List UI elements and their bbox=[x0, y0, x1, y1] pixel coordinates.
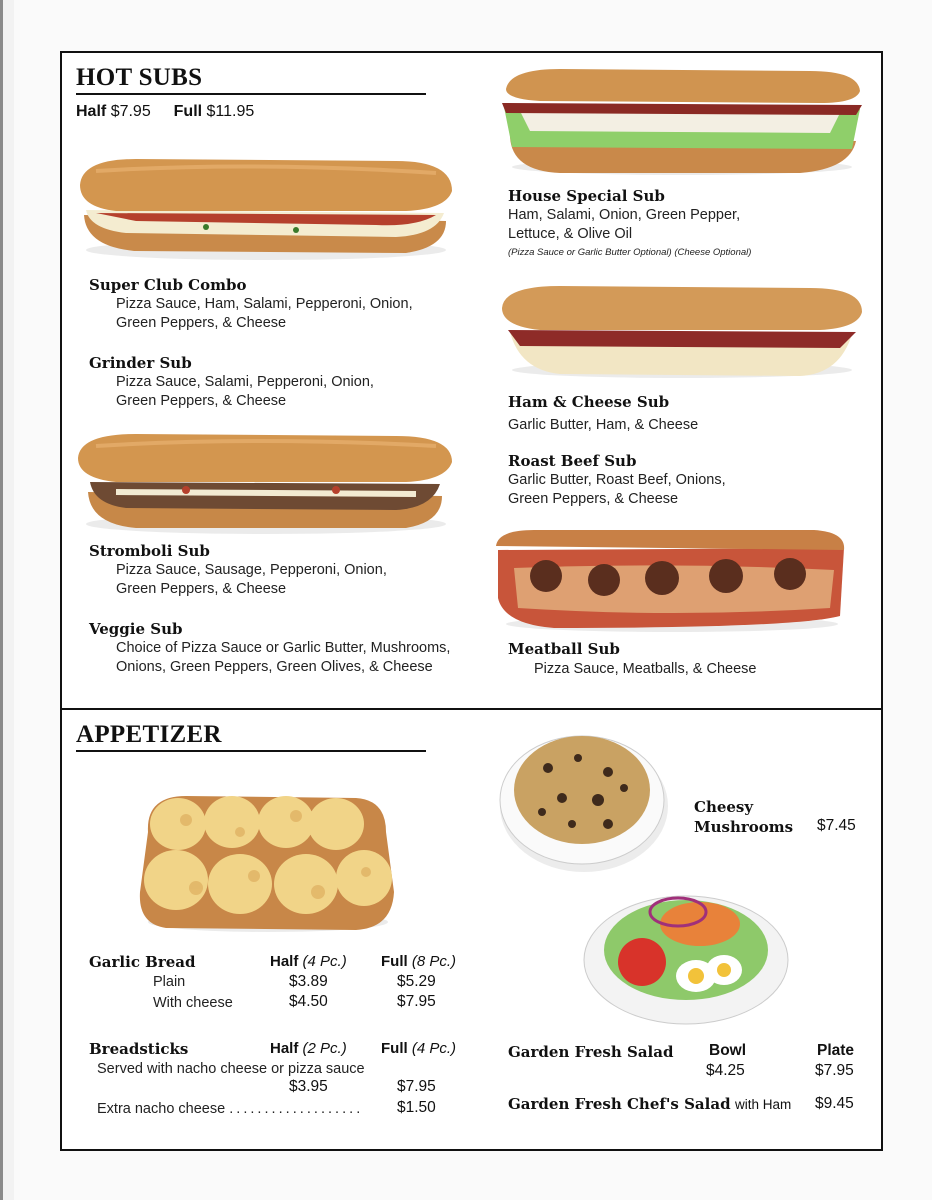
breadsticks-half-price: $3.95 bbox=[289, 1078, 328, 1095]
plate-price: $7.95 bbox=[815, 1062, 854, 1079]
cheesy-mushrooms-name-2: Mushrooms bbox=[694, 818, 794, 836]
garlic-bread-cheese-label: With cheese bbox=[153, 995, 233, 1011]
chef-salad-line bbox=[508, 1095, 791, 1114]
garden-salad-name: Garden Fresh Salad bbox=[508, 1043, 674, 1061]
plate-label: Plate bbox=[817, 1042, 855, 1059]
half-label: Half bbox=[270, 1040, 299, 1057]
desc-line: Garlic Butter, Roast Beef, Onions, bbox=[508, 472, 726, 488]
garlic-bread-image bbox=[136, 792, 398, 938]
breadsticks-half-header bbox=[270, 1040, 347, 1057]
desc-line: Onions, Green Peppers, Green Olives, & Cheese bbox=[116, 659, 433, 675]
ham-cheese-sub-name: Ham & Cheese Sub bbox=[508, 393, 670, 411]
chef-salad-name: Garden Fresh Chef's Salad bbox=[508, 1095, 731, 1113]
chef-salad-with: with Ham bbox=[735, 1097, 792, 1112]
stromboli-sub-desc bbox=[116, 561, 387, 599]
desc-line: Pizza Sauce, Ham, Salami, Pepperoni, Onion, bbox=[116, 296, 413, 312]
garden-salad-image bbox=[582, 884, 788, 1026]
meatball-sub-desc bbox=[534, 660, 756, 679]
leader-dots: . . . . . . . . . . . . . . . . . . . bbox=[229, 1101, 360, 1117]
full-count: (4 Pc.) bbox=[411, 1040, 457, 1057]
full-label: Full bbox=[381, 1040, 408, 1057]
meatball-sub-name: Meatball Sub bbox=[508, 640, 620, 658]
super-club-sub-image bbox=[76, 155, 454, 267]
garlic-bread-plain-full: $5.29 bbox=[397, 973, 436, 990]
cheesy-mushrooms-price: $7.45 bbox=[817, 817, 856, 834]
desc-line: Choice of Pizza Sauce or Garlic Butter, Mushrooms, bbox=[116, 640, 451, 656]
stromboli-sub-name: Stromboli Sub bbox=[89, 542, 210, 560]
garlic-bread-cheese-full: $7.95 bbox=[397, 993, 436, 1010]
garlic-bread-name: Garlic Bread bbox=[89, 953, 196, 971]
breadsticks-full-price: $7.95 bbox=[397, 1078, 436, 1095]
page-edge bbox=[0, 0, 3, 1200]
full-label: Full bbox=[381, 953, 408, 970]
full-label: Full bbox=[173, 103, 203, 120]
desc-line: Pizza Sauce, Salami, Pepperoni, Onion, bbox=[116, 374, 374, 390]
roast-beef-sub-name: Roast Beef Sub bbox=[508, 452, 637, 470]
house-special-sub-image bbox=[500, 67, 864, 179]
breadsticks-desc: Served with nacho cheese or pizza sauce bbox=[97, 1061, 365, 1077]
grinder-stromboli-sub-image bbox=[76, 432, 454, 538]
super-club-combo-desc bbox=[116, 295, 413, 333]
grinder-sub-name: Grinder Sub bbox=[89, 354, 192, 372]
desc-line: Ham, Salami, Onion, Green Pepper, bbox=[508, 207, 741, 223]
half-count: (4 Pc.) bbox=[302, 953, 347, 970]
house-special-sub-desc bbox=[508, 206, 740, 244]
roast-beef-sub-desc bbox=[508, 471, 726, 509]
cheesy-mushrooms-image bbox=[498, 728, 668, 874]
garlic-bread-half-header bbox=[270, 953, 347, 970]
cheesy-mushrooms-name-1: Cheesy bbox=[694, 798, 754, 816]
garlic-bread-plain-label: Plain bbox=[153, 974, 186, 990]
garlic-bread-full-header bbox=[381, 953, 456, 970]
extra-label: Extra nacho cheese bbox=[97, 1101, 226, 1117]
breadsticks-name: Breadsticks bbox=[89, 1040, 189, 1058]
ham-cheese-sub-image bbox=[500, 284, 864, 380]
house-special-note: (Pizza Sauce or Garlic Butter Optional) (Cheese Optional) bbox=[508, 247, 752, 258]
house-special-sub-name: House Special Sub bbox=[508, 187, 665, 205]
garlic-bread-cheese-half: $4.50 bbox=[289, 993, 328, 1010]
appetizer-title: APPETIZER bbox=[76, 721, 426, 752]
super-club-combo-name: Super Club Combo bbox=[89, 276, 247, 294]
full-count: (8 Pc.) bbox=[411, 953, 457, 970]
veggie-sub-name: Veggie Sub bbox=[89, 620, 183, 638]
half-label: Half bbox=[270, 953, 299, 970]
garlic-bread-plain-half: $3.89 bbox=[289, 973, 328, 990]
half-label: Half bbox=[76, 103, 107, 120]
bowl-label: Bowl bbox=[709, 1042, 747, 1059]
chef-salad-price: $9.45 bbox=[815, 1095, 854, 1112]
half-count: (2 Pc.) bbox=[302, 1040, 347, 1057]
hot-subs-pricing bbox=[76, 103, 254, 121]
bowl-price: $4.25 bbox=[706, 1062, 745, 1079]
full-price: $11.95 bbox=[206, 103, 255, 120]
desc-line: Green Peppers, & Cheese bbox=[116, 315, 287, 331]
veggie-sub-desc bbox=[116, 639, 450, 677]
desc-line: Pizza Sauce, Sausage, Pepperoni, Onion, bbox=[116, 562, 387, 578]
desc-line: Green Peppers, & Cheese bbox=[508, 491, 679, 507]
breadsticks-full-header bbox=[381, 1040, 456, 1057]
desc-line: Garlic Butter, Ham, & Cheese bbox=[508, 417, 699, 433]
desc-line: Green Peppers, & Cheese bbox=[116, 393, 287, 409]
half-price: $7.95 bbox=[110, 103, 151, 120]
desc-line: Green Peppers, & Cheese bbox=[116, 581, 287, 597]
ham-cheese-sub-desc bbox=[508, 416, 698, 435]
grinder-sub-desc bbox=[116, 373, 374, 411]
extra-nacho-cheese-price: $1.50 bbox=[397, 1099, 436, 1116]
extra-nacho-cheese-label bbox=[97, 1100, 360, 1119]
meatball-sub-image bbox=[494, 528, 848, 634]
hot-subs-title: HOT SUBS bbox=[76, 64, 426, 95]
desc-line: Lettuce, & Olive Oil bbox=[508, 226, 633, 242]
desc-line: Pizza Sauce, Meatballs, & Cheese bbox=[534, 661, 757, 677]
